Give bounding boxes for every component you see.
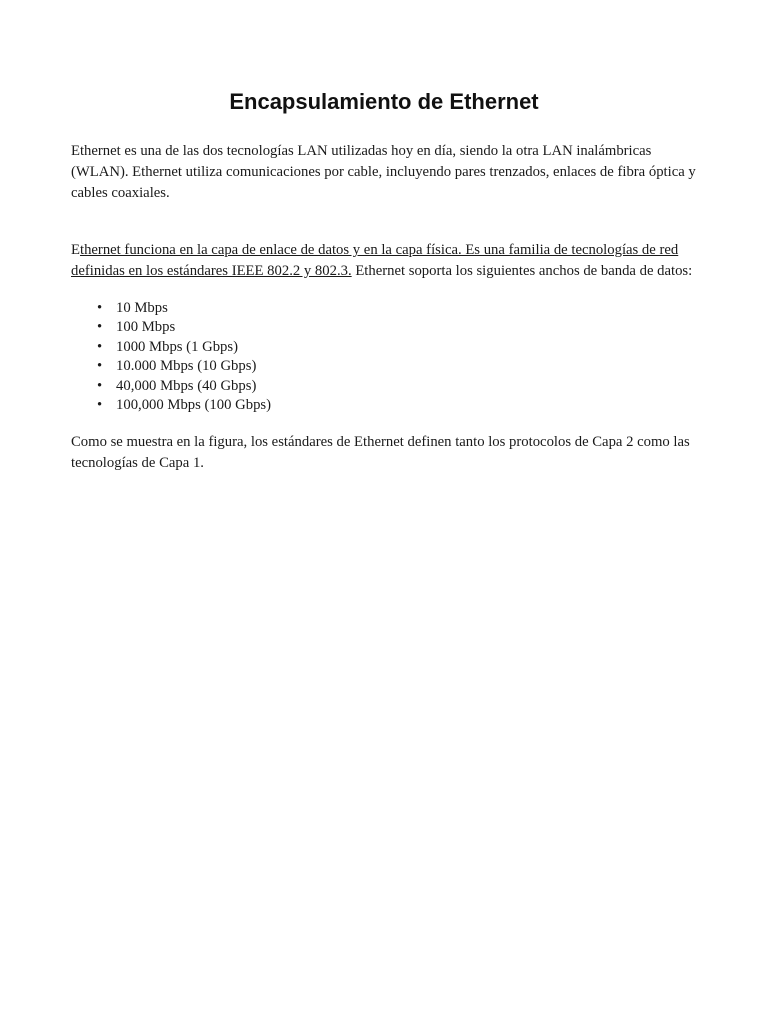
bandwidth-list: [71, 299, 697, 415]
list-item: [71, 377, 697, 396]
list-item: [71, 299, 697, 318]
list-item: [71, 396, 697, 415]
list-item-text: 100,000 Mbps (100 Gbps): [116, 397, 272, 414]
underlined-text: thernet funciona en la capa de enlace de datos y en la capa física. Es una familia de tecnologías de red definidas en los estándares IEEE 802.2 y 802.3.: [71, 242, 679, 279]
bullet-icon: •: [97, 300, 103, 316]
list-item: [71, 318, 697, 337]
list-item-text: 10.000 Mbps (10 Gbps): [116, 358, 257, 375]
bullet-icon: •: [97, 358, 103, 375]
bullet-icon: •: [97, 397, 103, 414]
lead-letter: E: [71, 242, 80, 258]
list-item-text: 10 Mbps: [116, 300, 168, 316]
intro-paragraph: Ethernet es una de las dos tecnologías LAN utilizadas hoy en día, siendo la otra LAN inalámbricas (WLAN). Ethernet utiliza comunicaciones por cable, incluyendo pares trenzados, enlaces de fibra óptica y cables coaxiales.: [71, 143, 696, 201]
bullet-icon: •: [97, 377, 103, 394]
list-item-text: 40,000 Mbps (40 Gbps): [116, 377, 257, 394]
list-item: [71, 338, 697, 357]
document-title: Encapsulamiento de Ethernet: [229, 89, 539, 114]
document-page: [71, 88, 697, 474]
paragraph-continuation: Ethernet soporta los siguientes anchos de banda de datos:: [351, 263, 693, 279]
ethernet-layers-paragraph: [71, 240, 697, 282]
list-item-text: 100 Mbps: [116, 319, 176, 336]
closing-paragraph: Como se muestra en la figura, los estándares de Ethernet definen tanto los protocolos de Capa 2 como las tecnologías de Capa 1.: [71, 434, 690, 472]
list-item: [71, 357, 697, 376]
bullet-icon: •: [97, 338, 103, 355]
bullet-icon: •: [97, 319, 103, 336]
list-item-text: 1000 Mbps (1 Gbps): [116, 338, 238, 355]
